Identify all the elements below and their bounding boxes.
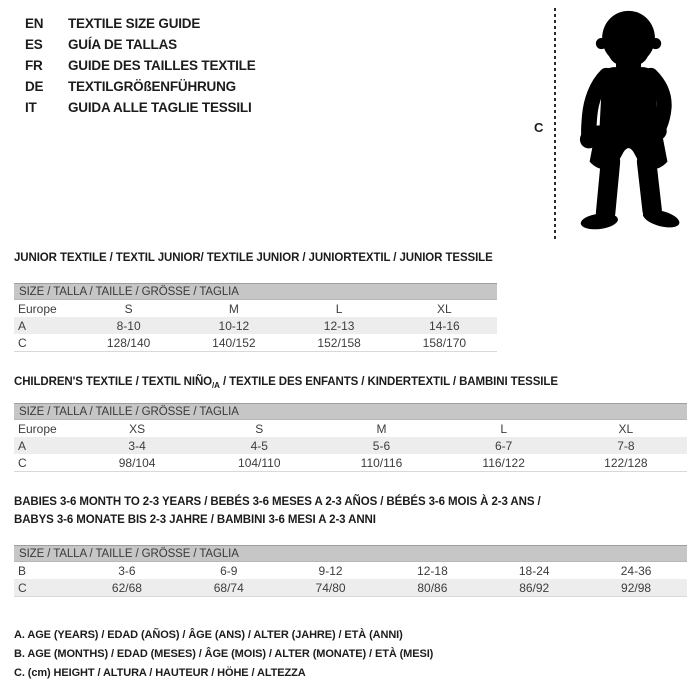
table-cell: 116/122 xyxy=(482,455,525,470)
language-code: IT xyxy=(25,100,37,115)
babies-title-line2: BABYS 3-6 MONATE BIS 2-3 JAHRE / BAMBINI 3-6 MESI A 2-3 ANNI xyxy=(14,514,376,526)
footnotes xyxy=(14,629,433,686)
table-cell: 98/104 xyxy=(118,455,156,470)
table-cell: 3-6 xyxy=(118,563,136,578)
language-title: TEXTILGRÖßENFÜHRUNG xyxy=(68,79,236,94)
table-cell: 6-9 xyxy=(220,563,238,578)
babies-title-line1: BABIES 3-6 MONTH TO 2-3 YEARS / BEBÉS 3-6 MESES A 2-3 AÑOS / BÉBÉS 3-6 MOIS À 2-3 ANS / xyxy=(14,496,541,508)
language-title: GUÍA DE TALLAS xyxy=(68,37,177,52)
table-cell: 74/80 xyxy=(315,580,346,595)
table-cell: 24-36 xyxy=(620,563,652,578)
table-cell: 4-5 xyxy=(250,438,268,453)
table-cell: C xyxy=(18,580,27,595)
table-row xyxy=(14,334,497,352)
table-cell: 6-7 xyxy=(494,438,513,453)
table-row xyxy=(14,562,687,579)
table-cell: C xyxy=(18,335,27,350)
size-header-bar: SIZE / TALLA / TAILLE / GRÖSSE / TAGLIA xyxy=(14,283,497,300)
table-cell: 18-24 xyxy=(518,563,550,578)
children-size-table xyxy=(14,403,687,472)
size-header-bar: SIZE / TALLA / TAILLE / GRÖSSE / TAGLIA xyxy=(14,403,687,420)
table-cell: 110/116 xyxy=(360,455,403,470)
table-cell: 92/98 xyxy=(621,580,652,595)
table-cell: L xyxy=(335,301,343,316)
babies-size-table xyxy=(14,545,687,597)
table-cell: 12-13 xyxy=(323,318,355,333)
table-cell: 104/110 xyxy=(238,455,281,470)
language-title-list xyxy=(25,13,256,118)
language-code: FR xyxy=(25,58,43,73)
height-measure-label: C xyxy=(534,120,544,135)
table-cell: 5-6 xyxy=(372,438,391,453)
language-code: DE xyxy=(25,79,44,94)
table-cell: 86/92 xyxy=(519,580,550,595)
table-cell: M xyxy=(228,301,239,316)
table-cell: 12-18 xyxy=(417,563,448,578)
table-cell: 9-12 xyxy=(318,563,343,578)
table-cell: S xyxy=(255,421,264,436)
table-cell: C xyxy=(18,455,27,470)
table-cell: L xyxy=(500,421,507,436)
table-cell: 152/158 xyxy=(317,335,361,350)
size-header-bar: SIZE / TALLA / TAILLE / GRÖSSE / TAGLIA xyxy=(14,545,687,562)
table-cell: 122/128 xyxy=(604,455,648,470)
footnote-c: C. (cm) HEIGHT / ALTURA / HAUTEUR / HÖHE / ALTEZZA xyxy=(14,667,306,679)
language-title: GUIDA ALLE TAGLIE TESSILI xyxy=(68,100,252,115)
table-cell: Europe xyxy=(18,421,57,436)
table-cell: B xyxy=(18,563,27,578)
table-row xyxy=(14,579,687,597)
table-row xyxy=(14,300,497,317)
children-title-text: / TEXTILE DES ENFANTS / KINDERTEXTIL / BAMBINI TESSILE xyxy=(219,376,558,388)
language-title: TEXTILE SIZE GUIDE xyxy=(68,16,201,31)
table-cell: 140/152 xyxy=(212,335,256,350)
table-cell: 62/68 xyxy=(111,580,142,595)
language-row xyxy=(25,13,256,34)
table-cell: 14-16 xyxy=(429,318,460,333)
table-cell: XS xyxy=(129,421,146,436)
table-cell: 128/140 xyxy=(106,335,151,350)
table-row xyxy=(14,420,687,437)
baby-silhouette-icon xyxy=(566,6,698,244)
language-row xyxy=(25,55,256,76)
language-code: ES xyxy=(25,37,43,52)
children-title-subscript: /A xyxy=(212,381,220,390)
table-cell: 7-8 xyxy=(617,438,635,453)
table-cell: XL xyxy=(437,301,452,316)
table-cell: 68/74 xyxy=(213,580,244,595)
children-section-title xyxy=(14,376,558,390)
table-cell: 80/86 xyxy=(417,580,448,595)
table-cell: S xyxy=(124,301,133,316)
table-cell: M xyxy=(376,421,387,436)
language-row xyxy=(25,97,256,118)
children-table xyxy=(14,420,687,472)
table-cell: 10-12 xyxy=(218,318,250,333)
table-cell: 3-4 xyxy=(128,438,146,453)
table-cell: A xyxy=(18,438,27,453)
junior-size-table xyxy=(14,283,497,352)
junior-section-title: JUNIOR TEXTILE / TEXTIL JUNIOR/ TEXTILE JUNIOR / JUNIORTEXTIL / JUNIOR TESSILE xyxy=(14,252,493,264)
language-row xyxy=(25,76,256,97)
footnote-b: B. AGE (MONTHS) / EDAD (MESES) / ÂGE (MOIS) / ALTER (MONATE) / ETÀ (MESI) xyxy=(14,648,434,660)
baby-height-figure xyxy=(528,4,700,246)
table-cell: 8-10 xyxy=(116,318,141,333)
table-row xyxy=(14,317,497,334)
babies-section-title xyxy=(14,493,541,529)
table-cell: XL xyxy=(618,421,634,436)
junior-table xyxy=(14,300,497,352)
height-dashed-line xyxy=(554,8,556,242)
footnote-a: A. AGE (YEARS) / EDAD (AÑOS) / ÂGE (ANS) / ALTER (JAHRE) / ETÀ (ANNI) xyxy=(14,629,403,641)
table-row xyxy=(14,437,687,454)
table-cell: A xyxy=(18,318,27,333)
children-title-text: CHILDREN'S TEXTILE / TEXTIL NIÑO xyxy=(14,376,213,388)
table-row xyxy=(14,454,687,472)
language-row xyxy=(25,34,256,55)
language-title: GUIDE DES TAILLES TEXTILE xyxy=(68,58,256,73)
babies-table xyxy=(14,562,687,597)
table-cell: Europe xyxy=(18,301,57,316)
table-cell: 158/170 xyxy=(422,335,467,350)
language-code: EN xyxy=(25,16,44,31)
